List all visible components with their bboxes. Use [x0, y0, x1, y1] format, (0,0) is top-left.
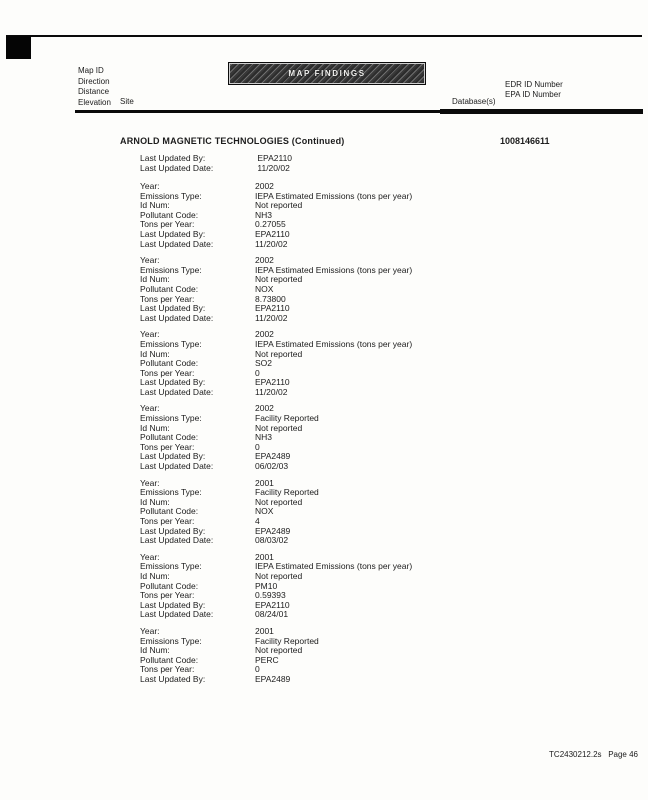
- field-label: Emissions Type:: [140, 190, 202, 201]
- field-value: Facility Reported: [255, 413, 319, 424]
- field-label: Last Updated Date:: [140, 386, 214, 397]
- field-label: Pollutant Code:: [140, 358, 199, 369]
- field-value: EPA2110: [255, 377, 290, 388]
- field-row: [140, 462, 412, 472]
- field-value: 2002: [255, 403, 274, 414]
- field-value: NH3: [255, 432, 273, 443]
- field-label: Year:: [140, 329, 160, 340]
- field-value: EPA2110: [255, 228, 290, 239]
- field-label: Last Updated By:: [140, 673, 206, 684]
- field-row: [140, 675, 412, 685]
- field-value: PERC: [255, 654, 279, 665]
- field-value: EPA2110: [255, 599, 290, 610]
- site-name: ARNOLD MAGNETIC TECHNOLOGIES (Continued): [120, 136, 345, 146]
- scan-corner-mark: [6, 36, 31, 59]
- banner-title: MAP FINDINGS: [288, 69, 366, 78]
- field-value: 08/03/02: [255, 535, 289, 546]
- field-label: Pollutant Code:: [140, 283, 199, 294]
- field-value: 0.59393: [255, 590, 286, 601]
- field-value: Not reported: [255, 570, 303, 581]
- field-label: Tons per Year:: [140, 367, 195, 378]
- field-value: 4: [255, 516, 260, 526]
- intro-fields: [140, 154, 292, 173]
- field-label: Pollutant Code:: [140, 580, 199, 591]
- field-label: Id Num:: [140, 422, 170, 433]
- field-value: EPA2489: [255, 525, 291, 536]
- field-value: 2002: [255, 329, 274, 340]
- field-label: Emissions Type:: [140, 561, 202, 572]
- field-label: Last Updated By:: [140, 525, 206, 536]
- field-label: Year:: [140, 403, 160, 414]
- records: [140, 182, 412, 692]
- field-value: 11/20/02: [257, 162, 290, 173]
- field-value: IEPA Estimated Emissions (tons per year): [255, 561, 413, 572]
- field-label: Tons per Year:: [140, 590, 195, 601]
- field-label: Last Updated Date:: [140, 312, 214, 323]
- field-label: Id Num:: [140, 496, 170, 507]
- field-label: Last Updated Date:: [140, 238, 214, 249]
- database-column-label: Database(s): [452, 97, 496, 106]
- field-value: 2002: [255, 181, 274, 191]
- field-label: Last Updated Date:: [140, 609, 214, 620]
- field-label: Emissions Type:: [140, 635, 202, 646]
- field-value: 11/20/02: [255, 312, 288, 323]
- field-label: Tons per Year:: [140, 441, 195, 452]
- field-value: EPA2489: [255, 673, 291, 684]
- field-value: 2001: [255, 625, 274, 636]
- header-left-labels: [78, 66, 111, 108]
- map-findings-banner: [228, 62, 426, 85]
- field-label: Last Updated By:: [140, 451, 206, 462]
- field-row: [140, 610, 412, 620]
- direction-label: Direction: [78, 76, 110, 86]
- field-label: Last Updated Date:: [140, 162, 214, 173]
- field-label: Tons per Year:: [140, 219, 195, 230]
- field-value: 2002: [255, 255, 274, 266]
- field-value: Facility Reported: [255, 635, 319, 646]
- field-value: NOX: [255, 283, 274, 294]
- header-right-labels: [505, 80, 563, 100]
- scan-top-line: [6, 35, 642, 37]
- field-row: [140, 240, 412, 250]
- field-value: Not reported: [255, 496, 303, 507]
- field-value: IEPA Estimated Emissions (tons per year): [255, 190, 413, 201]
- field-label: Pollutant Code:: [140, 209, 199, 220]
- field-label: Last Updated By:: [140, 599, 206, 610]
- field-row: [140, 164, 292, 174]
- site-edr-id: 1008146611: [500, 136, 550, 146]
- field-label: Last Updated By:: [140, 228, 206, 239]
- field-value: Not reported: [255, 645, 303, 656]
- header-rule-right: [440, 109, 643, 114]
- field-value: 0: [255, 664, 260, 675]
- field-label: Year:: [140, 625, 160, 636]
- record-block: [140, 627, 412, 685]
- field-label: Last Updated Date:: [140, 535, 214, 546]
- field-label: Emissions Type:: [140, 338, 202, 349]
- elevation-label: Elevation: [78, 97, 111, 107]
- field-value: 08/24/01: [255, 609, 289, 620]
- field-value: 0: [255, 367, 260, 378]
- field-label: Pollutant Code:: [140, 432, 199, 443]
- record-block: [140, 182, 412, 249]
- field-value: SO2: [255, 358, 273, 369]
- field-value: 0: [255, 441, 260, 452]
- field-label: Id Num:: [140, 274, 170, 285]
- map-id-label: Map ID: [78, 66, 104, 75]
- record-block: [140, 553, 412, 620]
- field-value: PM10: [255, 580, 278, 591]
- field-value: IEPA Estimated Emissions (tons per year): [255, 264, 413, 275]
- field-row: [140, 314, 412, 324]
- field-value: 11/20/02: [255, 386, 288, 397]
- field-value: NH3: [255, 209, 273, 220]
- field-value: NOX: [255, 506, 274, 517]
- field-value: 11/20/02: [255, 238, 288, 249]
- field-label: Emissions Type:: [140, 413, 202, 424]
- field-label: Id Num:: [140, 200, 170, 211]
- field-label: Year:: [140, 181, 160, 191]
- field-label: Tons per Year:: [140, 293, 195, 304]
- field-label: Pollutant Code:: [140, 654, 199, 665]
- field-label: Id Num:: [140, 645, 170, 656]
- field-label: Pollutant Code:: [140, 506, 199, 517]
- record-block: [140, 256, 412, 323]
- field-value: 2001: [255, 551, 274, 562]
- record-block: [140, 479, 412, 546]
- field-label: Id Num:: [140, 570, 170, 581]
- field-label: Last Updated By:: [140, 303, 206, 314]
- field-label: Last Updated By:: [140, 153, 206, 163]
- field-value: Not reported: [255, 348, 303, 359]
- field-label: Year:: [140, 477, 160, 488]
- site-column-label: Site: [120, 97, 134, 106]
- field-value: EPA2110: [255, 303, 290, 314]
- epa-id-label: EPA ID Number: [505, 90, 561, 99]
- field-label: Tons per Year:: [140, 664, 195, 675]
- field-value: 06/02/03: [255, 461, 289, 472]
- record-block: [140, 404, 412, 471]
- field-value: 0.27055: [255, 219, 286, 230]
- field-row: [140, 388, 412, 398]
- field-label: Tons per Year:: [140, 516, 195, 526]
- field-value: Facility Reported: [255, 487, 319, 498]
- field-value: 2001: [255, 477, 274, 488]
- field-row: [140, 536, 412, 546]
- field-value: Not reported: [255, 274, 303, 285]
- field-value: IEPA Estimated Emissions (tons per year): [255, 338, 413, 349]
- record-block: [140, 330, 412, 397]
- field-label: Emissions Type:: [140, 264, 202, 275]
- field-value: 8.73800: [255, 293, 286, 304]
- field-label: Id Num:: [140, 348, 170, 359]
- field-label: Last Updated Date:: [140, 461, 214, 472]
- distance-label: Distance: [78, 87, 110, 96]
- field-value: EPA2489: [255, 451, 291, 462]
- page-footer: TC2430212.2s Page 46: [549, 750, 638, 759]
- edr-id-label: EDR ID Number: [505, 80, 563, 89]
- field-value: Not reported: [255, 422, 303, 433]
- field-value: EPA2110: [257, 153, 293, 163]
- field-label: Last Updated By:: [140, 377, 206, 388]
- field-value: Not reported: [255, 200, 303, 211]
- field-label: Emissions Type:: [140, 487, 202, 498]
- field-label: Year:: [140, 551, 160, 562]
- field-label: Year:: [140, 255, 160, 266]
